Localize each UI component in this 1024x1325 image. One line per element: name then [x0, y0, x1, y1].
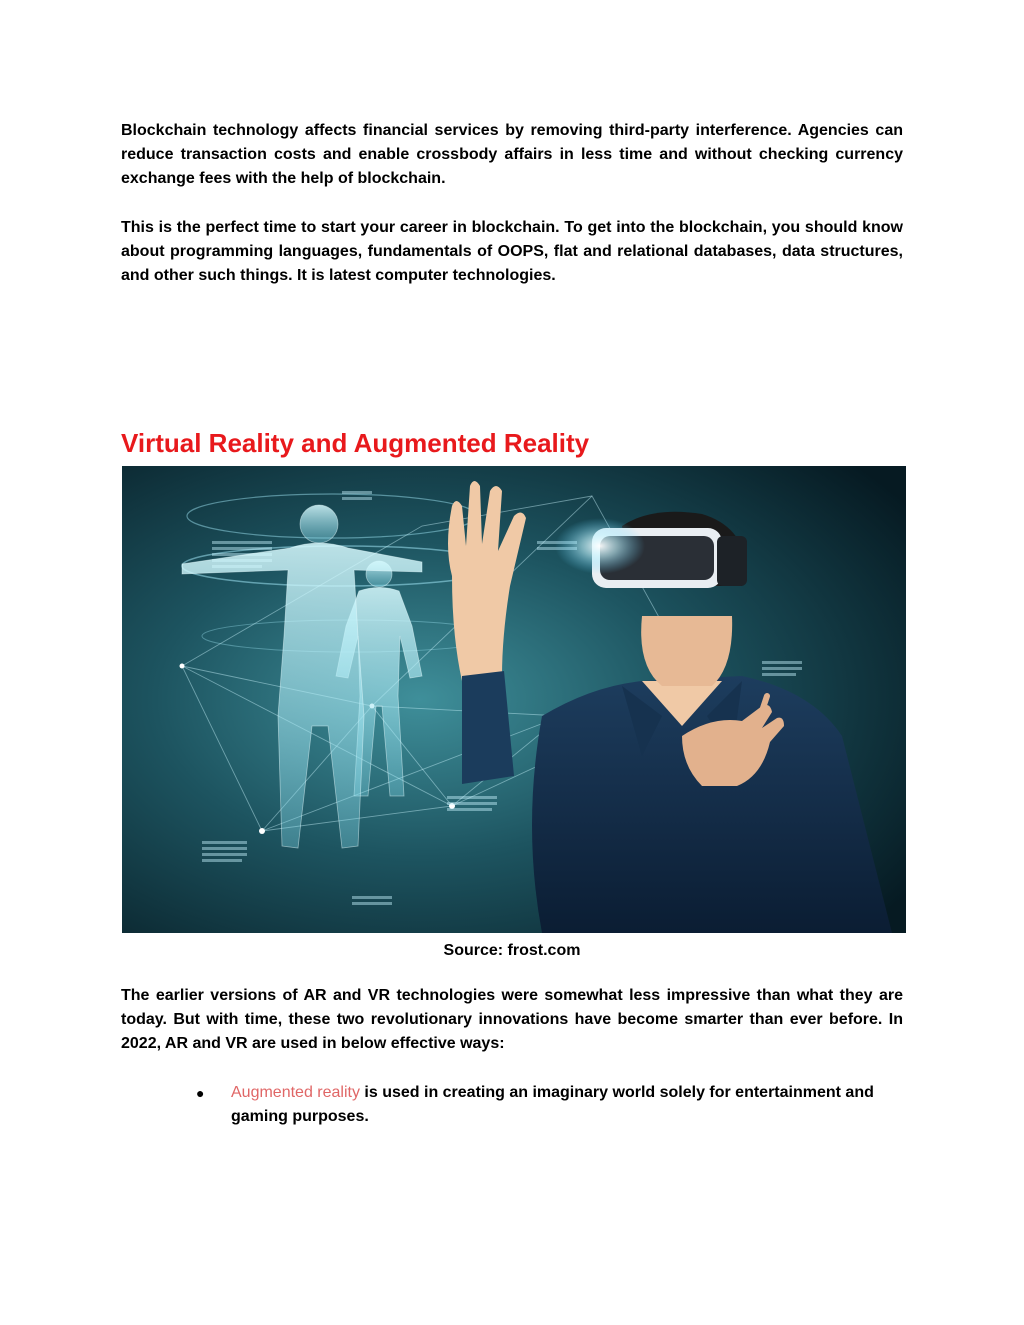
bullet-icon: ● [196, 1085, 205, 1101]
section-heading: Virtual Reality and Augmented Reality [121, 428, 590, 458]
bullet-text: is used in creating an imaginary world solely for entertainment and gaming purposes. [231, 1084, 874, 1125]
image-caption: Source: frost.com [443, 942, 581, 959]
list-item [196, 1081, 902, 1129]
paragraph-blockchain-career: This is the perfect time to start your career in blockchain. To get into the blockchain, you should know about programming languages, fundamentals of OOPS, flat and relational databases, data structures, and other such things. It is latest computer technologies. [121, 219, 903, 284]
vr-ar-image [122, 466, 906, 933]
paragraph-blockchain-finance: Blockchain technology affects financial services by removing third-party interference. Agencies can reduce transaction costs and enable crossbody affairs in less time and without checking currency exchange fees with the help of blockchain. [121, 122, 903, 187]
augmented-reality-link[interactable]: Augmented reality [231, 1084, 360, 1101]
bullet-list [196, 1081, 902, 1129]
paragraph-ar-vr-intro: The earlier versions of AR and VR technologies were somewhat less impressive than what they are today. But with time, these two revolutionary innovations have become smarter than ever before. In 2022, AR and VR are used in below effective ways: [121, 987, 903, 1052]
